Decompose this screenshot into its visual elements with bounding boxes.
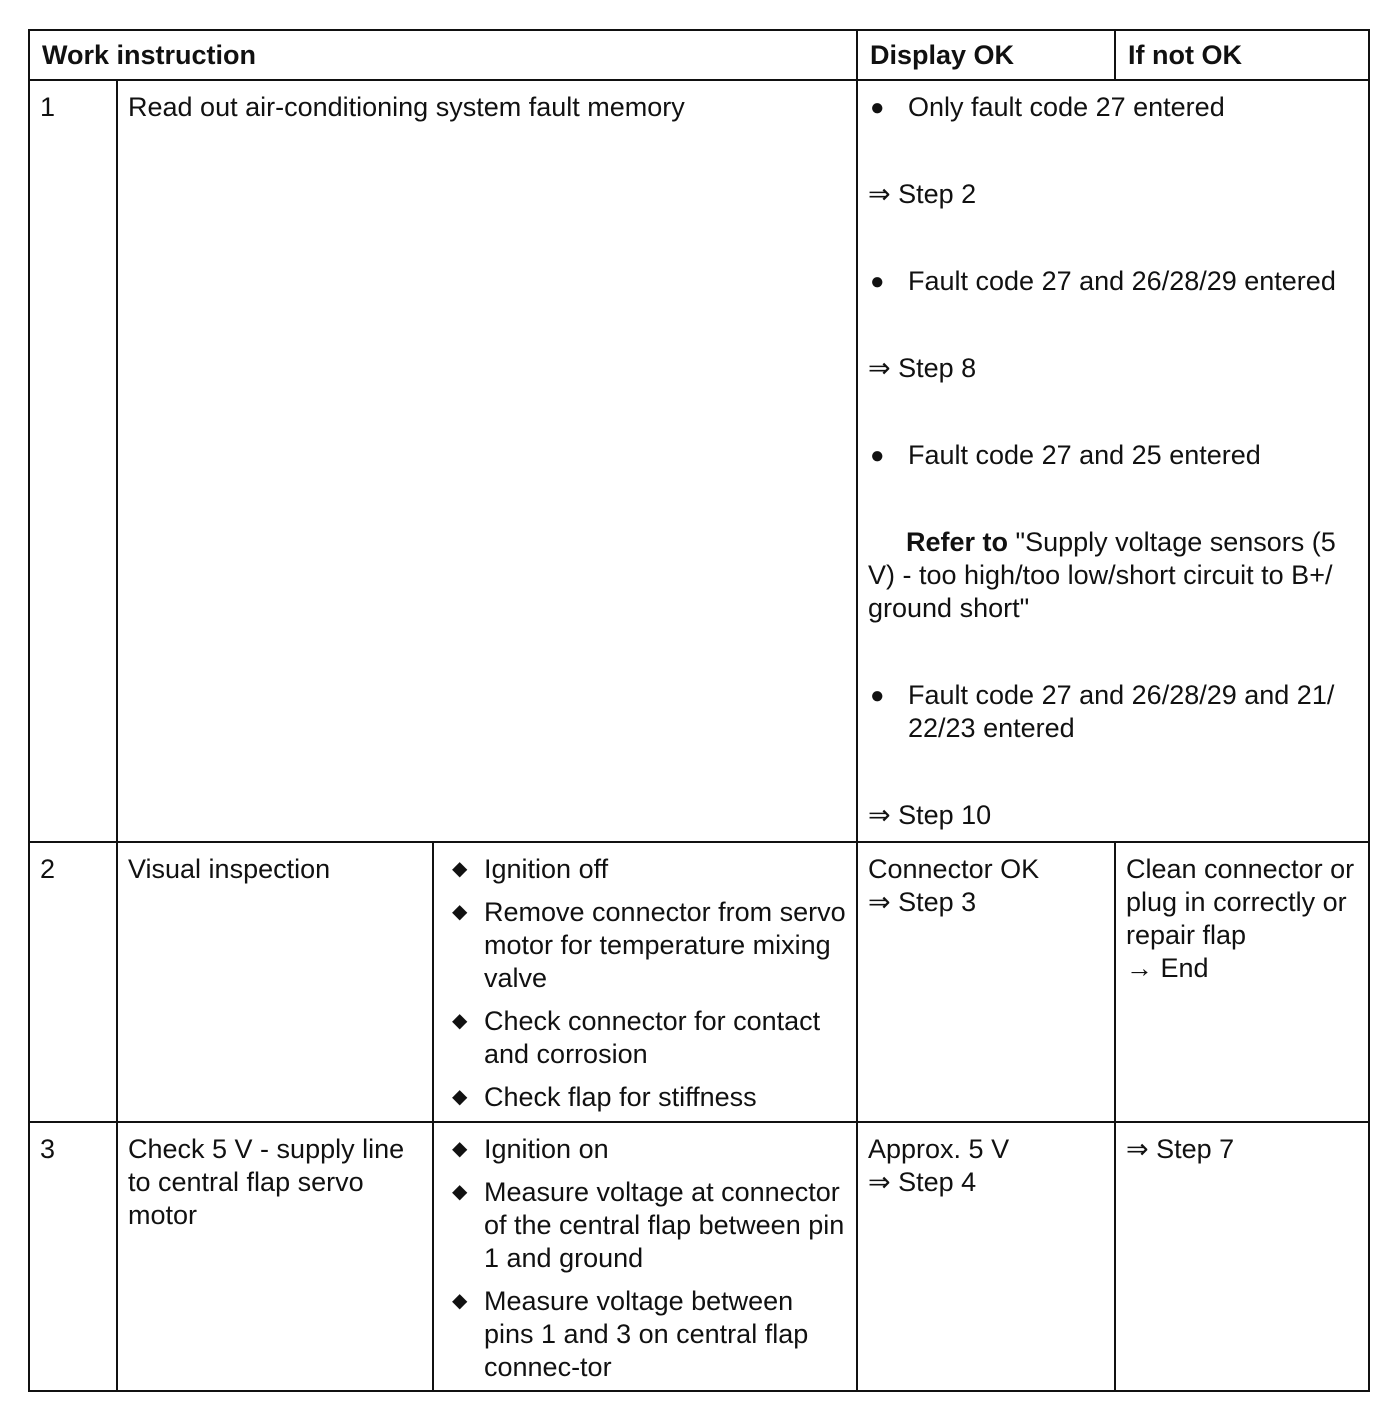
list-item: ◆ Ignition on <box>452 1134 609 1164</box>
list-item: ● Only fault code 27 entered <box>870 92 1225 122</box>
list-item: ● Fault code 27 and 25 entered <box>870 440 1261 470</box>
step-instruction: Read out air-conditioning system fault memory <box>118 81 858 841</box>
step-actions <box>434 1123 858 1390</box>
display-ok-cell: Approx. 5 V ⇒ Step 4 <box>858 1123 1116 1390</box>
diamond-icon: ◆ <box>452 1138 468 1160</box>
next-step-link: ⇒ Step 10 <box>868 800 992 830</box>
bullet-icon: ● <box>870 682 885 709</box>
step-actions <box>434 843 858 1121</box>
bullet-icon: ● <box>870 94 885 121</box>
action-list <box>444 853 846 1114</box>
if-not-ok-cell: Clean connector or plug in correctly or repair flap → End <box>1116 843 1372 1121</box>
next-step-link: ⇒ Step 2 <box>868 179 977 209</box>
refer-note: Refer to "Supply voltage sensors (5 V) - too high/too low/short circuit to B+/ ground short" <box>868 527 1336 623</box>
header-display-ok: Display OK <box>858 31 1116 79</box>
diamond-icon: ◆ <box>452 1086 468 1108</box>
bullet-icon: ● <box>870 442 885 469</box>
next-step-link: ⇒ Step 4 <box>868 1167 977 1197</box>
diamond-icon: ◆ <box>452 858 468 880</box>
action-list <box>444 1133 846 1384</box>
list-item: ◆ Measure voltage between pins 1 and 3 on central flap connec-tor <box>452 1286 809 1382</box>
diamond-icon: ◆ <box>452 1181 468 1203</box>
header-if-not-ok: If not OK <box>1128 40 1242 70</box>
display-ok-cell: Connector OK ⇒ Step 3 <box>858 843 1116 1121</box>
table-row <box>28 81 1370 843</box>
step-instruction: Visual inspection <box>118 843 434 1121</box>
display-ok-cell <box>858 81 1372 841</box>
next-step-link: ⇒ Step 3 <box>868 887 977 917</box>
diamond-icon: ◆ <box>452 1290 468 1312</box>
list-item: ◆ Ignition off <box>452 854 609 884</box>
list-item: ◆ Remove connector from servo motor for temperature mixing valve <box>452 897 846 993</box>
step-number: 1 <box>30 81 118 841</box>
diamond-icon: ◆ <box>452 901 468 923</box>
step-instruction: Check 5 V - supply line to central flap servo motor <box>118 1123 434 1390</box>
table-row <box>28 843 1370 1123</box>
bullet-icon: ● <box>870 268 885 295</box>
table-header-row <box>28 29 1370 81</box>
list-item: ● Fault code 27 and 26/28/29 and 21/ 22/23 entered <box>870 680 1335 743</box>
next-step-link: ⇒ Step 7 <box>1126 1134 1235 1164</box>
table-row <box>28 1123 1370 1392</box>
next-step-link: ⇒ Step 8 <box>868 353 977 383</box>
step-number: 3 <box>30 1123 118 1390</box>
diamond-icon: ◆ <box>452 1010 468 1032</box>
list-item: ◆ Check flap for stiffness <box>452 1082 757 1112</box>
step-number: 2 <box>30 843 118 1121</box>
work-instruction-table <box>28 29 1370 1392</box>
list-item: ◆ Check connector for contact and corrosion <box>452 1006 821 1069</box>
if-not-ok-cell <box>1116 1123 1372 1390</box>
list-item: ● Fault code 27 and 26/28/29 entered <box>870 266 1336 296</box>
header-work-instruction: Work instruction <box>30 31 858 79</box>
next-step-link: → End <box>1126 953 1209 983</box>
list-item: ◆ Measure voltage at connector of the central flap between pin 1 and ground <box>452 1177 845 1273</box>
